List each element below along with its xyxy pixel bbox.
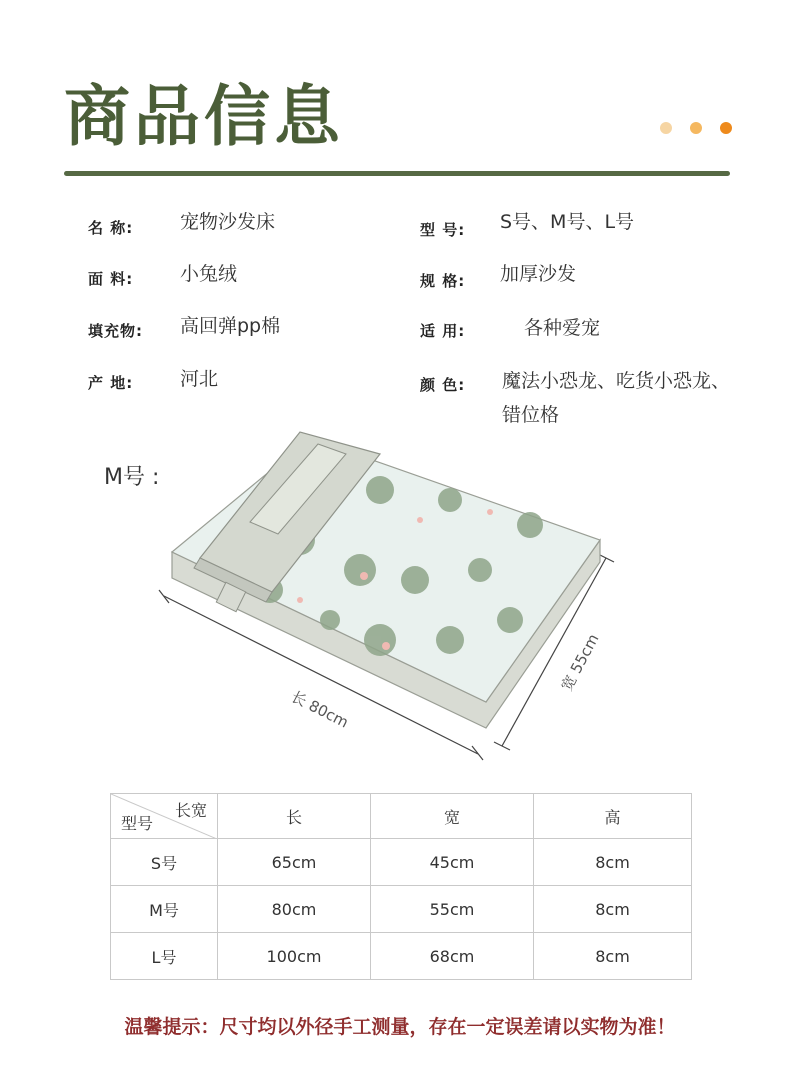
pet-bed-illustration xyxy=(150,410,630,770)
row-model: M号 xyxy=(111,886,218,933)
name-value: 宠物沙发床 xyxy=(180,211,276,233)
table-corner-cell xyxy=(111,794,218,839)
table-row xyxy=(111,839,692,886)
dot-medium xyxy=(690,122,702,134)
fabric-label: 面 料: xyxy=(88,270,134,288)
corner-header-dimensions: 长宽 xyxy=(174,801,207,820)
title-divider xyxy=(64,171,730,176)
suitable-value: 各种爱宠 xyxy=(524,317,601,339)
spec-label: 规 格: xyxy=(420,272,466,290)
measurement-notice: 温馨提示：尺寸均以外径手工测量，存在一定误差请以实物为准！ xyxy=(124,1016,676,1038)
header-height: 高 xyxy=(534,794,692,839)
header-width: 宽 xyxy=(371,794,534,839)
page-title: 商品信息 xyxy=(64,78,344,155)
color-value: 魔法小恐龙、吃货小恐龙、错位格 xyxy=(502,370,731,426)
row-length: 80cm xyxy=(218,886,371,933)
name-label: 名 称: xyxy=(88,219,134,237)
origin-label: 产 地: xyxy=(88,374,134,392)
size-label: M号 : xyxy=(104,465,160,490)
decorative-dots xyxy=(660,122,732,134)
model-label: 型 号: xyxy=(420,221,466,239)
table-row xyxy=(111,886,692,933)
dot-dark xyxy=(720,122,732,134)
row-width: 55cm xyxy=(371,886,534,933)
origin-value: 河北 xyxy=(180,368,219,390)
header-length: 长 xyxy=(218,794,371,839)
dot-light xyxy=(660,122,672,134)
suitable-label: 适 用: xyxy=(420,322,466,340)
row-height: 8cm xyxy=(534,886,692,933)
width-label: 宽 55cm xyxy=(557,630,603,694)
length-label: 长 80cm xyxy=(288,687,352,732)
fabric-value: 小兔绒 xyxy=(180,263,238,285)
row-height: 8cm xyxy=(534,933,692,980)
size-table xyxy=(110,793,692,980)
corner-header-model: 型号 xyxy=(121,814,154,833)
row-model: S号 xyxy=(111,839,218,886)
row-height: 8cm xyxy=(534,839,692,886)
color-label: 颜 色: xyxy=(420,376,466,394)
filling-label: 填充物: xyxy=(88,322,143,340)
row-model: L号 xyxy=(111,933,218,980)
table-row xyxy=(111,933,692,980)
row-width: 45cm xyxy=(371,839,534,886)
row-length: 100cm xyxy=(218,933,371,980)
row-length: 65cm xyxy=(218,839,371,886)
model-value: S号、M号、L号 xyxy=(500,211,635,233)
filling-value: 高回弹pp棉 xyxy=(180,315,281,337)
spec-value: 加厚沙发 xyxy=(500,263,577,285)
row-width: 68cm xyxy=(371,933,534,980)
